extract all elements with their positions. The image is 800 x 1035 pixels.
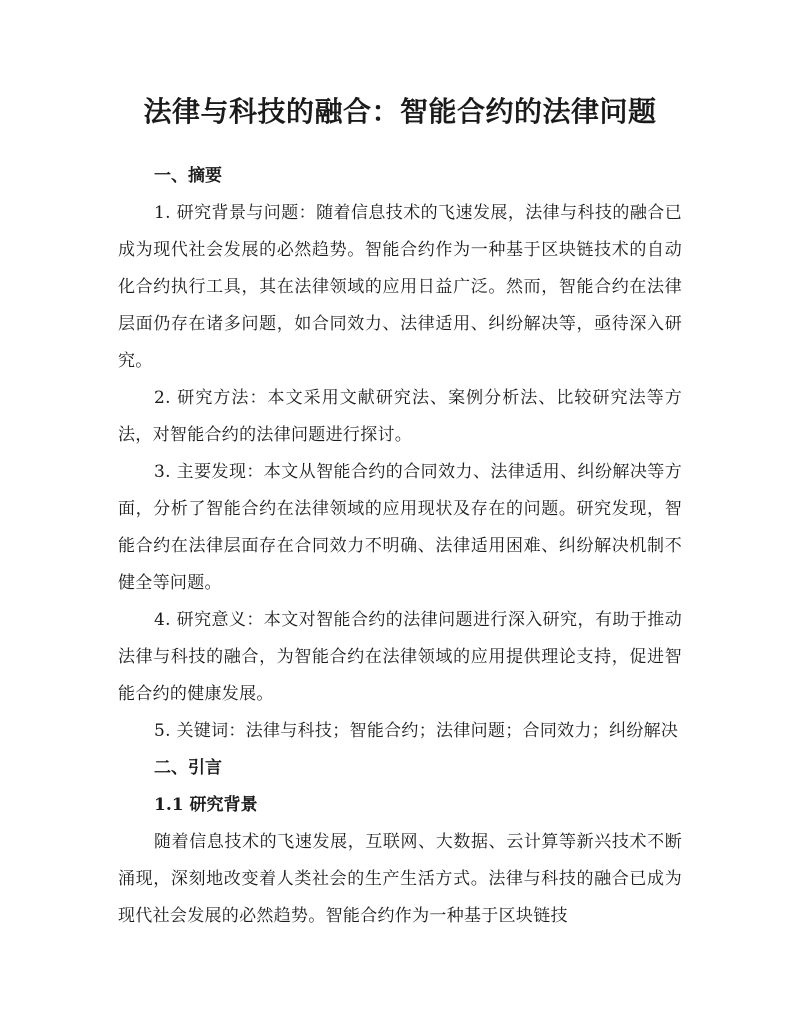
abstract-paragraph-significance: 4. 研究意义：本文对智能合约的法律问题进行深入研究，有助于推动法律与科技的融合，为智能合约在法律领域的应用提供理论支持，促进智能合约的健康发展。 (118, 610, 682, 704)
section-heading-abstract: 一、摘要 (154, 166, 222, 186)
section-heading-introduction: 二、引言 (154, 758, 222, 778)
abstract-paragraph-keywords: 5. 关键词：法律与科技；智能合约；法律问题；合同效力；纠纷解决 (154, 721, 679, 741)
abstract-paragraph-methods: 2. 研究方法：本文采用文献研究法、案例分析法、比较研究法等方法，对智能合约的法律问题进行探讨。 (118, 388, 682, 445)
section-abstract (118, 158, 682, 750)
abstract-paragraph-background: 1. 研究背景与问题：随着信息技术的飞速发展，法律与科技的融合已成为现代社会发展的必然趋势。智能合约作为一种基于区块链技术的自动化合约执行工具，其在法律领域的应用日益广泛。然而，智能合约在法律层面仍存在诸多问题，如合同效力、法律适用、纠纷解决等，亟待深入研究。 (118, 203, 682, 371)
introduction-paragraph: 随着信息技术的飞速发展，互联网、大数据、云计算等新兴技术不断涌现，深刻地改变着人类社会的生产生活方式。法律与科技的融合已成为现代社会发展的必然趋势。智能合约作为一种基于区块链技 (118, 832, 682, 926)
document-title: 法律与科技的融合：智能合约的法律问题 (143, 95, 657, 128)
abstract-paragraph-findings: 3. 主要发现：本文从智能合约的合同效力、法律适用、纠纷解决等方面，分析了智能合约在法律领域的应用现状及存在的问题。研究发现，智能合约在法律层面存在合同效力不明确、法律适用困难、纠纷解决机制不健全等问题。 (118, 462, 682, 593)
section-introduction (118, 750, 682, 935)
subheading-research-background: 1.1 研究背景 (154, 795, 258, 815)
